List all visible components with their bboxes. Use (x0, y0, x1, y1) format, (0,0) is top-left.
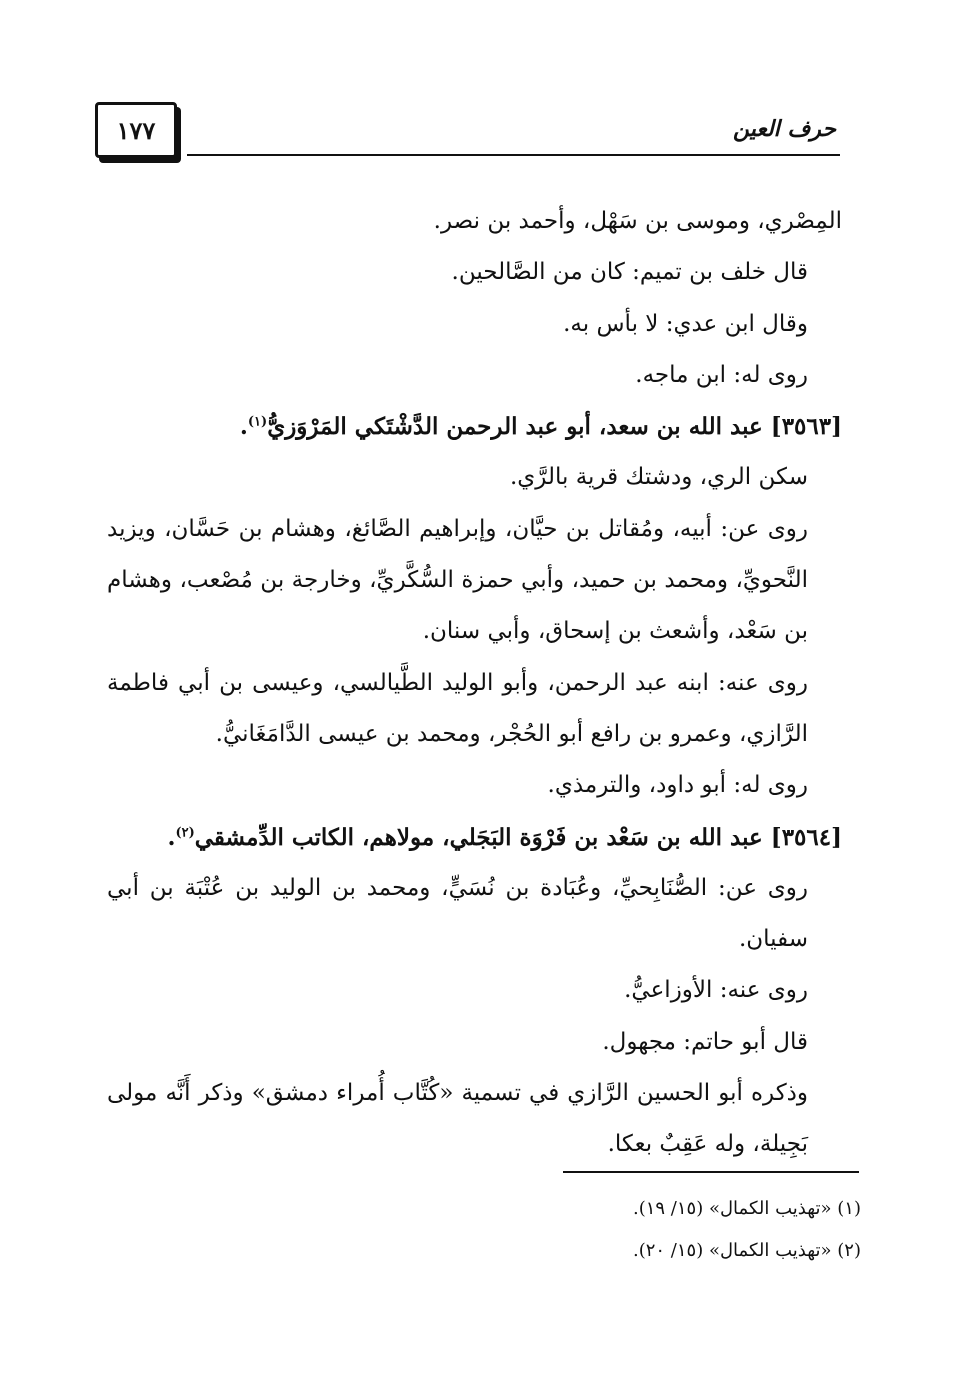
paragraph: قال خلف بن تميم: كان من الصَّالحين. (451, 259, 808, 286)
entry-end: . (167, 823, 176, 851)
entry-end: . (239, 413, 248, 441)
paragraph: المِصْري، وموسى بن سَهْل، وأحمد بن نصر. (433, 208, 842, 234)
running-title: حرف العين (732, 116, 836, 142)
paragraph: روى له: أبو داود، والترمذي. (547, 772, 808, 799)
footnote-ref: (٢) (175, 824, 195, 840)
footnote-divider (563, 1171, 859, 1173)
entry-heading-3564 (107, 812, 842, 863)
paragraph: قال أبو حاتم: مجهول. (602, 1028, 808, 1055)
entry-name: عبد الله بن سَعْد بن فَرْوَة البَجَلي، مولاهم، الكاتب الدِّمشقي (194, 823, 763, 851)
paragraph: روى له: ابن ماجه. (635, 361, 808, 388)
entry-name: عبد الله بن سعد، أبو عبد الرحمن الدَّشْتَكي المَرْوَزيُّ (267, 413, 763, 441)
page-header (95, 102, 840, 164)
entry-number: [٣٥٦٤] (770, 823, 842, 851)
paragraph: روى عنه: الأوزاعيُّ. (624, 977, 808, 1004)
paragraph: روى عن: الصُّنَابِحيِّ، وعُبَادة بن نُسَيٍّ، ومحمد بن الوليد بن عُتْبَة بن أبي سفيان. (107, 874, 808, 953)
paragraph: وقال ابن عدي: لا بأس به. (563, 310, 808, 337)
header-rule (187, 154, 840, 156)
entry-heading-3563 (107, 401, 842, 452)
footnote-2: (٢) «تهذيب الكمال» (١٥/ ٢٠). (632, 1240, 861, 1261)
page-number: ١٧٧ (95, 102, 177, 158)
footnotes (261, 1188, 861, 1272)
paragraph: روى عنه: ابنه عبد الرحمن، وأبو الوليد الطَّيالسي، وعيسى بن أبي فاطمة الرَّازي، وعمرو بن رافع أبو الحُجْر، ومحمد بن عيسى الدَّامَغَانيُّ. (107, 669, 808, 747)
main-text (107, 196, 842, 1171)
footnote-ref: (١) (247, 414, 268, 430)
footnote-1: (١) «تهذيب الكمال» (١٥/ ١٩). (632, 1198, 861, 1219)
entry-number: [٣٥٦٣] (770, 413, 842, 441)
paragraph: سكن الري، ودشتك قرية بالرَّي. (509, 464, 808, 491)
paragraph: وذكره أبو الحسين الرَّازي في تسمية «كُتَّاب أُمراء دمشق» وذكر أَنَّه مولى بَجِيلة، وله عَقِبٌ بعكا. (107, 1080, 808, 1158)
paragraph: روى عن: أبيه، ومُقاتل بن حيَّان، وإبراهيم الصَّائغ، وهشام بن حَسَّان، ويزيد النَّحويِّ، ومحمد بن حميد، وأبي حمزة السُّكَّريِّ، وخارجة بن مُصْعب، وهشام بن سَعْد، وأشعث بن إسحاق، وأبي سنان. (107, 515, 808, 645)
